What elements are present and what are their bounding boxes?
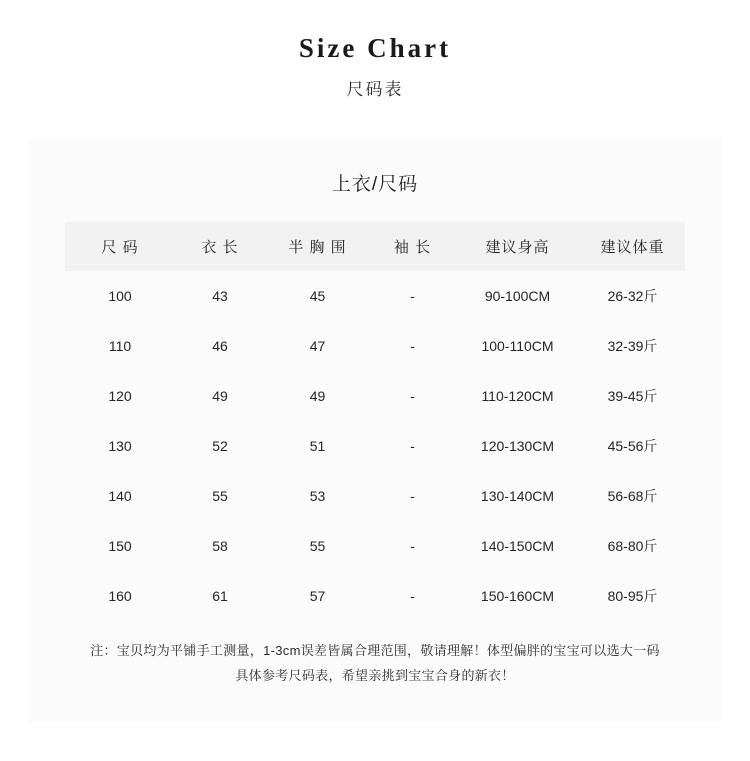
cell-length: 61 xyxy=(212,588,228,604)
cell-size: 160 xyxy=(108,588,132,604)
table-row xyxy=(65,421,685,471)
page-title-cn: 尺码表 xyxy=(346,80,404,99)
cell-sleeve: - xyxy=(410,288,415,304)
cell-size: 130 xyxy=(108,438,132,454)
cell-weight: 32-39斤 xyxy=(607,338,658,354)
notes-block xyxy=(28,638,722,688)
cell-height: 120-130CM xyxy=(480,438,555,454)
cell-half-chest: 53 xyxy=(309,488,326,504)
cell-height: 90-100CM xyxy=(484,288,551,304)
column-header-length: 衣 长 xyxy=(201,239,239,256)
table-row xyxy=(65,271,685,321)
note-line-1: 注：宝贝均为平铺手工测量，1-3cm误差皆属合理范围，敬请理解！体型偏胖的宝宝可以选大一码 xyxy=(90,643,660,658)
table-row xyxy=(65,471,685,521)
cell-size: 150 xyxy=(108,538,132,554)
cell-height: 110-120CM xyxy=(481,388,554,404)
cell-weight: 39-45斤 xyxy=(607,388,658,404)
cell-half-chest: 55 xyxy=(309,538,326,554)
cell-weight: 68-80斤 xyxy=(607,538,658,554)
cell-length: 49 xyxy=(212,388,228,404)
cell-sleeve: - xyxy=(410,588,415,604)
cell-length: 46 xyxy=(212,338,228,354)
header xyxy=(0,0,750,100)
cell-half-chest: 57 xyxy=(309,588,326,604)
cell-height: 150-160CM xyxy=(480,588,555,604)
cell-sleeve: - xyxy=(410,438,415,454)
cell-size: 110 xyxy=(108,338,132,354)
column-header-height: 建议身高 xyxy=(485,239,550,256)
cell-weight: 45-56斤 xyxy=(607,438,658,454)
cell-height: 100-110CM xyxy=(481,338,554,354)
cell-size: 100 xyxy=(108,288,132,304)
column-header-size: 尺 码 xyxy=(101,239,139,256)
cell-length: 55 xyxy=(212,488,228,504)
cell-height: 140-150CM xyxy=(480,538,555,554)
column-header-sleeve: 袖 长 xyxy=(393,239,432,256)
table-header-row xyxy=(65,222,685,271)
table-head xyxy=(65,222,685,271)
column-header-half-chest: 半 胸 围 xyxy=(288,239,347,256)
size-table xyxy=(65,222,685,621)
cell-length: 52 xyxy=(212,438,228,454)
cell-weight: 80-95斤 xyxy=(607,588,658,604)
cell-sleeve: - xyxy=(410,488,415,504)
note-line-2: 具体参考尺码表，希望亲挑到宝宝合身的新衣！ xyxy=(235,668,515,683)
table-body xyxy=(65,271,685,621)
table-row xyxy=(65,571,685,621)
cell-half-chest: 47 xyxy=(309,338,326,354)
cell-weight: 56-68斤 xyxy=(607,488,658,504)
table-row xyxy=(65,321,685,371)
cell-weight: 26-32斤 xyxy=(607,288,658,304)
cell-size: 140 xyxy=(108,488,132,504)
cell-height: 130-140CM xyxy=(480,488,555,504)
cell-length: 43 xyxy=(212,288,228,304)
size-table-card xyxy=(28,138,722,722)
table-row xyxy=(65,521,685,571)
page-title-en: Size Chart xyxy=(298,33,452,63)
cell-half-chest: 45 xyxy=(309,288,326,304)
cell-length: 58 xyxy=(212,538,228,554)
column-header-weight: 建议体重 xyxy=(600,239,665,256)
table-row xyxy=(65,371,685,421)
card-title: 上衣/尺码 xyxy=(331,174,419,195)
cell-sleeve: - xyxy=(410,388,415,404)
cell-sleeve: - xyxy=(410,538,415,554)
cell-sleeve: - xyxy=(410,338,415,354)
cell-size: 120 xyxy=(108,388,132,404)
cell-half-chest: 51 xyxy=(309,438,326,454)
cell-half-chest: 49 xyxy=(309,388,326,404)
